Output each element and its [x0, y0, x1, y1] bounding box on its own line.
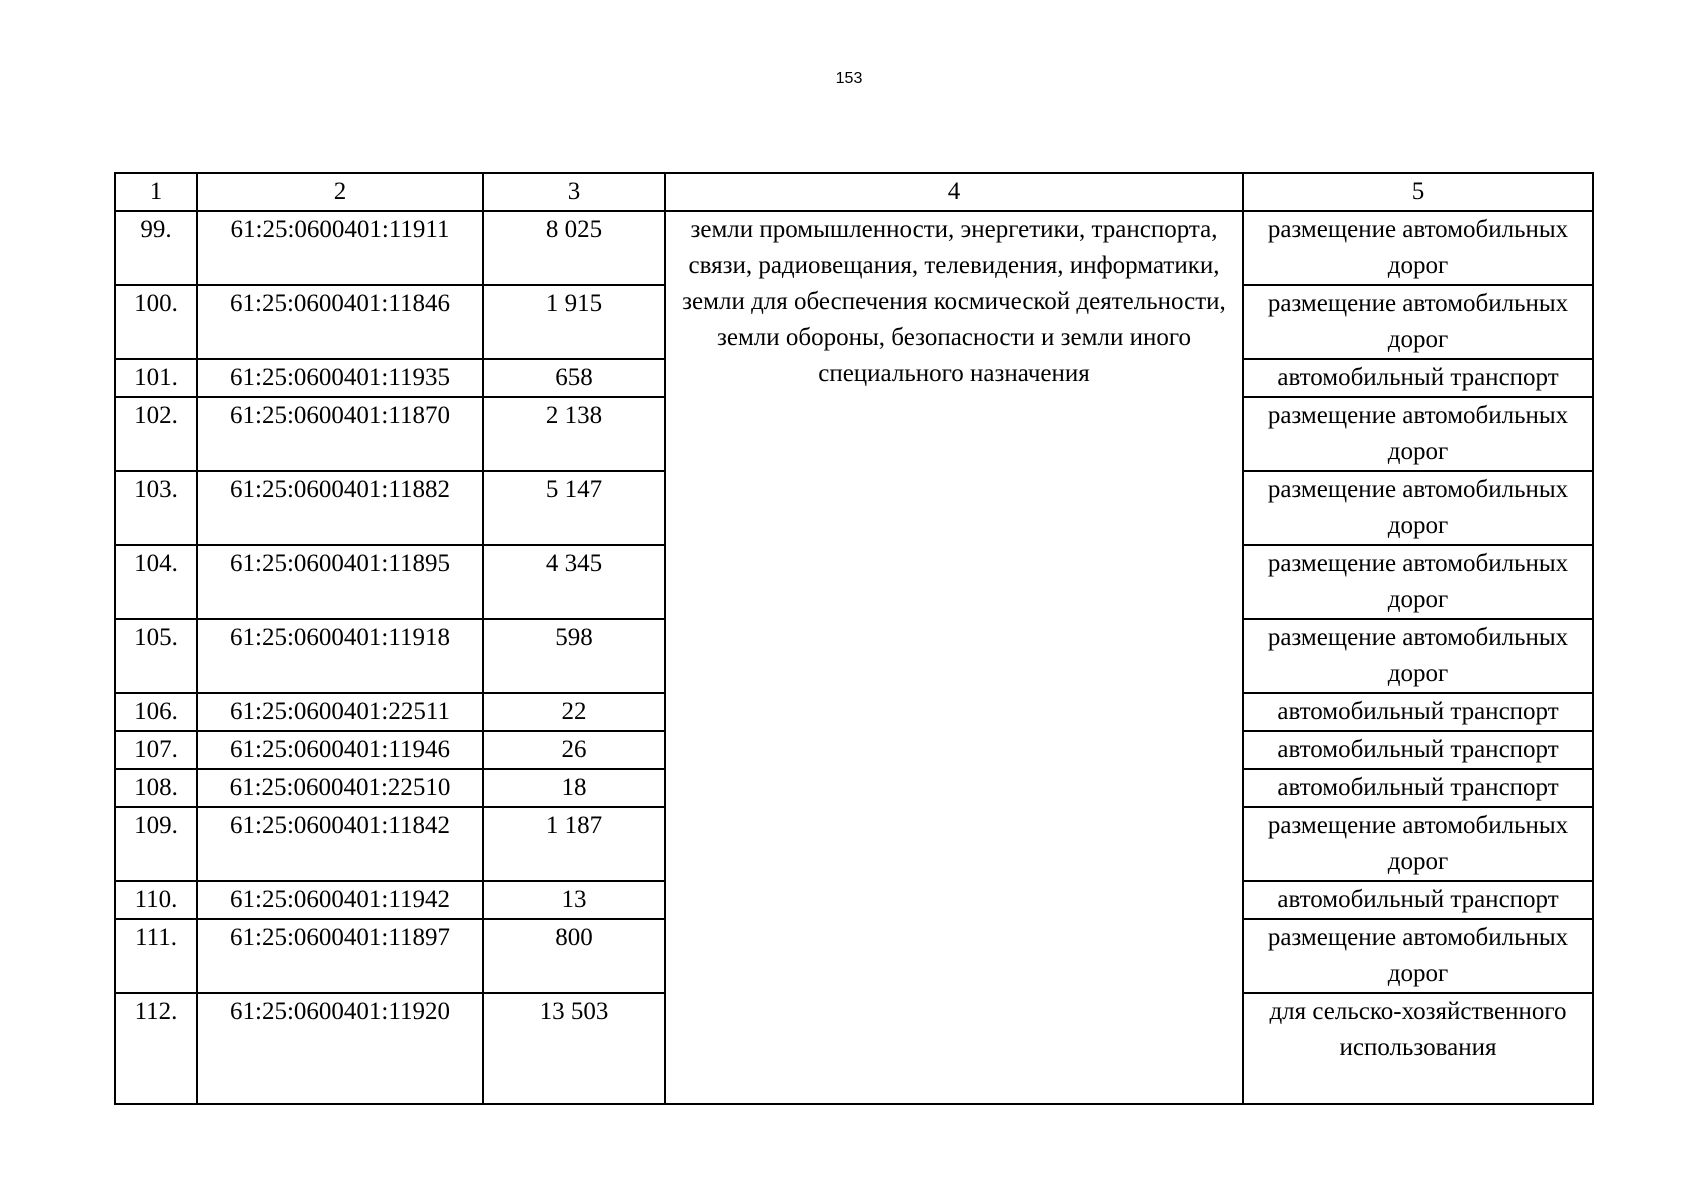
cadastral-number: 61:25:0600401:11918: [197, 619, 483, 693]
cadastral-number: 61:25:0600401:11942: [197, 881, 483, 919]
cadastral-number: 61:25:0600401:22511: [197, 693, 483, 731]
cadastral-number: 61:25:0600401:11897: [197, 919, 483, 993]
row-number: 107.: [115, 731, 197, 769]
cadastral-number: 61:25:0600401:11846: [197, 285, 483, 359]
plot-area: 13 503: [483, 993, 665, 1104]
permitted-use: автомобильный транспорт: [1243, 769, 1593, 807]
cadastral-number: 61:25:0600401:11870: [197, 397, 483, 471]
row-number: 104.: [115, 545, 197, 619]
permitted-use: размещение автомобильных дорог: [1243, 397, 1593, 471]
row-number: 101.: [115, 359, 197, 397]
column-header-5: 5: [1243, 173, 1593, 211]
land-plots-table: [114, 172, 1594, 1105]
row-number: 111.: [115, 919, 197, 993]
plot-area: 13: [483, 881, 665, 919]
column-header-2: 2: [197, 173, 483, 211]
row-number: 110.: [115, 881, 197, 919]
cadastral-number: 61:25:0600401:11946: [197, 731, 483, 769]
table-row: [115, 211, 1593, 285]
row-number: 108.: [115, 769, 197, 807]
cadastral-number: 61:25:0600401:11920: [197, 993, 483, 1104]
plot-area: 5 147: [483, 471, 665, 545]
cadastral-number: 61:25:0600401:11935: [197, 359, 483, 397]
row-number: 103.: [115, 471, 197, 545]
permitted-use: размещение автомобильных дорог: [1243, 807, 1593, 881]
column-header-4: 4: [665, 173, 1243, 211]
plot-area: 2 138: [483, 397, 665, 471]
land-category: земли промышленности, энергетики, транспорта, связи, радиовещания, телевидения, информатики, земли для обеспечения космической деятельности, земли обороны, безопасности и земли иного специального назначения: [665, 211, 1243, 1104]
permitted-use: автомобильный транспорт: [1243, 881, 1593, 919]
row-number: 109.: [115, 807, 197, 881]
permitted-use: размещение автомобильных дорог: [1243, 285, 1593, 359]
plot-area: 22: [483, 693, 665, 731]
cadastral-number: 61:25:0600401:11895: [197, 545, 483, 619]
table-header-row: [115, 173, 1593, 211]
plot-area: 598: [483, 619, 665, 693]
plot-area: 1 187: [483, 807, 665, 881]
permitted-use: для сельско-хозяйственного использования: [1243, 993, 1593, 1104]
permitted-use: размещение автомобильных дорог: [1243, 619, 1593, 693]
permitted-use: автомобильный транспорт: [1243, 731, 1593, 769]
cadastral-number: 61:25:0600401:11882: [197, 471, 483, 545]
plot-area: 1 915: [483, 285, 665, 359]
page-number: 153: [835, 70, 863, 87]
plot-area: 18: [483, 769, 665, 807]
cadastral-number: 61:25:0600401:11911: [197, 211, 483, 285]
row-number: 106.: [115, 693, 197, 731]
permitted-use: автомобильный транспорт: [1243, 693, 1593, 731]
plot-area: 800: [483, 919, 665, 993]
plot-area: 26: [483, 731, 665, 769]
permitted-use: размещение автомобильных дорог: [1243, 919, 1593, 993]
permitted-use: размещение автомобильных дорог: [1243, 545, 1593, 619]
permitted-use: размещение автомобильных дорог: [1243, 471, 1593, 545]
plot-area: 8 025: [483, 211, 665, 285]
plot-area: 658: [483, 359, 665, 397]
row-number: 102.: [115, 397, 197, 471]
column-header-1: 1: [115, 173, 197, 211]
row-number: 105.: [115, 619, 197, 693]
plot-area: 4 345: [483, 545, 665, 619]
cadastral-number: 61:25:0600401:11842: [197, 807, 483, 881]
row-number: 112.: [115, 993, 197, 1104]
cadastral-number: 61:25:0600401:22510: [197, 769, 483, 807]
row-number: 99.: [115, 211, 197, 285]
column-header-3: 3: [483, 173, 665, 211]
row-number: 100.: [115, 285, 197, 359]
permitted-use: автомобильный транспорт: [1243, 359, 1593, 397]
permitted-use: размещение автомобильных дорог: [1243, 211, 1593, 285]
